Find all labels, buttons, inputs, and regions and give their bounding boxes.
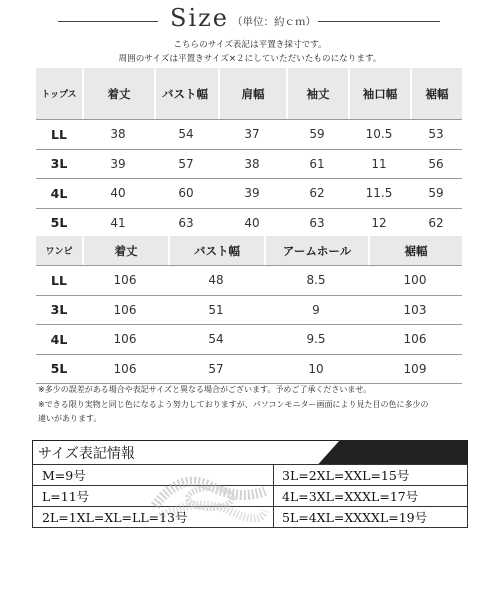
table-cell: 8.5 <box>306 273 326 288</box>
table-cell: 12 <box>371 215 387 230</box>
size-info-right-1: 3L=2XL=XXL=15号 <box>282 468 410 483</box>
table-cell: 54 <box>208 332 224 347</box>
table-cell: 60 <box>178 186 194 201</box>
table-cell: 63 <box>309 215 325 230</box>
size-info-title: サイズ表記情報 <box>38 446 135 462</box>
table-cell: 41 <box>110 215 126 230</box>
table-cell: 51 <box>208 302 224 317</box>
table-cell: 40 <box>110 186 126 201</box>
size-info-left-3: 2L=1XL=XL=LL=13号 <box>42 510 188 525</box>
tops-col-shoulder: 肩幅 <box>218 68 286 119</box>
table-cell: 38 <box>110 127 126 142</box>
header-rule-right <box>318 21 440 22</box>
table-cell: 59 <box>309 127 325 142</box>
table-cell: 54 <box>178 127 194 142</box>
table-row <box>36 179 462 209</box>
size-info-left-2: L=11号 <box>42 489 90 504</box>
tops-tag <box>36 68 82 119</box>
tops-col-hem: 裾幅 <box>410 68 462 119</box>
table-cell: 57 <box>178 156 194 171</box>
table-cell: 38 <box>244 156 260 171</box>
size-label: 4L <box>50 331 68 347</box>
tops-col-sleeve: 袖丈 <box>286 68 348 119</box>
table-cell: 57 <box>208 361 224 376</box>
onepiece-tag <box>36 236 82 265</box>
table-cell: 62 <box>309 186 325 201</box>
table-cell: 61 <box>309 156 325 171</box>
size-label: 5L <box>50 215 68 231</box>
table-cell: 39 <box>110 156 126 171</box>
header-rule-left <box>58 21 158 22</box>
size-label: 3L <box>50 302 68 318</box>
onepiece-size-table <box>36 236 462 384</box>
table-cell: 103 <box>403 302 427 317</box>
table-cell: 56 <box>428 156 444 171</box>
table-cell: 106 <box>403 332 427 347</box>
table-cell: 62 <box>428 215 444 230</box>
table-cell: 10 <box>308 361 324 376</box>
table-cell: 9 <box>312 302 320 317</box>
table-cell: 106 <box>113 273 137 288</box>
size-label: 4L <box>50 185 68 201</box>
table-row <box>36 209 462 239</box>
table-cell: 63 <box>178 215 194 230</box>
tops-col-length: 着丈 <box>82 68 154 119</box>
table-cell: 53 <box>428 127 444 142</box>
footnote-3: 違いがあります。 <box>38 414 102 423</box>
tops-header-row <box>36 68 462 120</box>
onepiece-col-length: 着丈 <box>82 236 168 265</box>
table-cell: 10.5 <box>365 127 393 142</box>
table-cell: 100 <box>403 273 427 288</box>
table-row <box>36 266 462 296</box>
size-title: Size <box>170 4 229 32</box>
size-info-right-2: 4L=3XL=XXXL=17号 <box>282 489 419 504</box>
circumference-note: 周囲のサイズは平置きサイズ×２にしていただいたものになります。 <box>118 54 382 64</box>
tops-col-bust-text: バスト幅 <box>162 86 208 101</box>
tops-col-bust <box>154 68 218 119</box>
size-label: LL <box>51 272 67 288</box>
grid-line <box>273 465 274 527</box>
tops-col-cuff: 袖口幅 <box>348 68 410 119</box>
table-cell: 39 <box>244 186 260 201</box>
table-cell: 11.5 <box>365 186 393 201</box>
table-cell: 40 <box>244 215 260 230</box>
tops-tag-text: トップス <box>41 90 77 100</box>
table-cell: 106 <box>113 361 137 376</box>
table-row <box>36 325 462 355</box>
table-row <box>36 120 462 150</box>
table-cell: 59 <box>428 186 444 201</box>
tops-size-table <box>36 68 462 238</box>
onepiece-tag-text: ワンピ <box>45 247 73 257</box>
onepiece-header-row <box>36 236 462 266</box>
unit-label: （単位：約ｃｍ） <box>232 16 316 28</box>
table-row <box>36 355 462 385</box>
size-info-left-1: M=9号 <box>42 468 86 483</box>
size-info-right-3: 5L=4XL=XXXXL=19号 <box>282 510 428 525</box>
size-label: 5L <box>50 361 68 377</box>
footnote-2: ※できる限り実物と同じ色になるよう努力しておりますが、パソコンモニター画面により見た目の色に多少の <box>38 400 429 409</box>
table-row <box>36 150 462 180</box>
size-label: LL <box>51 126 67 142</box>
onepiece-col-bust: バスト幅 <box>168 236 264 265</box>
table-cell: 109 <box>403 361 427 376</box>
onepiece-col-hem: 裾幅 <box>368 236 462 265</box>
onepiece-col-armhole: アームホール <box>264 236 368 265</box>
footnote-1: ※多少の誤差がある場合や表記サイズと異なる場合がございます。予めご了承くださいませ。 <box>38 385 372 394</box>
table-cell: 37 <box>244 127 260 142</box>
table-cell: 106 <box>113 332 137 347</box>
size-label: 3L <box>50 156 68 172</box>
table-cell: 48 <box>208 273 224 288</box>
table-row <box>36 296 462 326</box>
table-cell: 11 <box>371 156 387 171</box>
table-cell: 9.5 <box>306 332 326 347</box>
measurement-note: こちらのサイズ表記は平置き採寸です。 <box>173 40 327 50</box>
size-header <box>0 4 500 34</box>
table-cell: 106 <box>113 302 137 317</box>
